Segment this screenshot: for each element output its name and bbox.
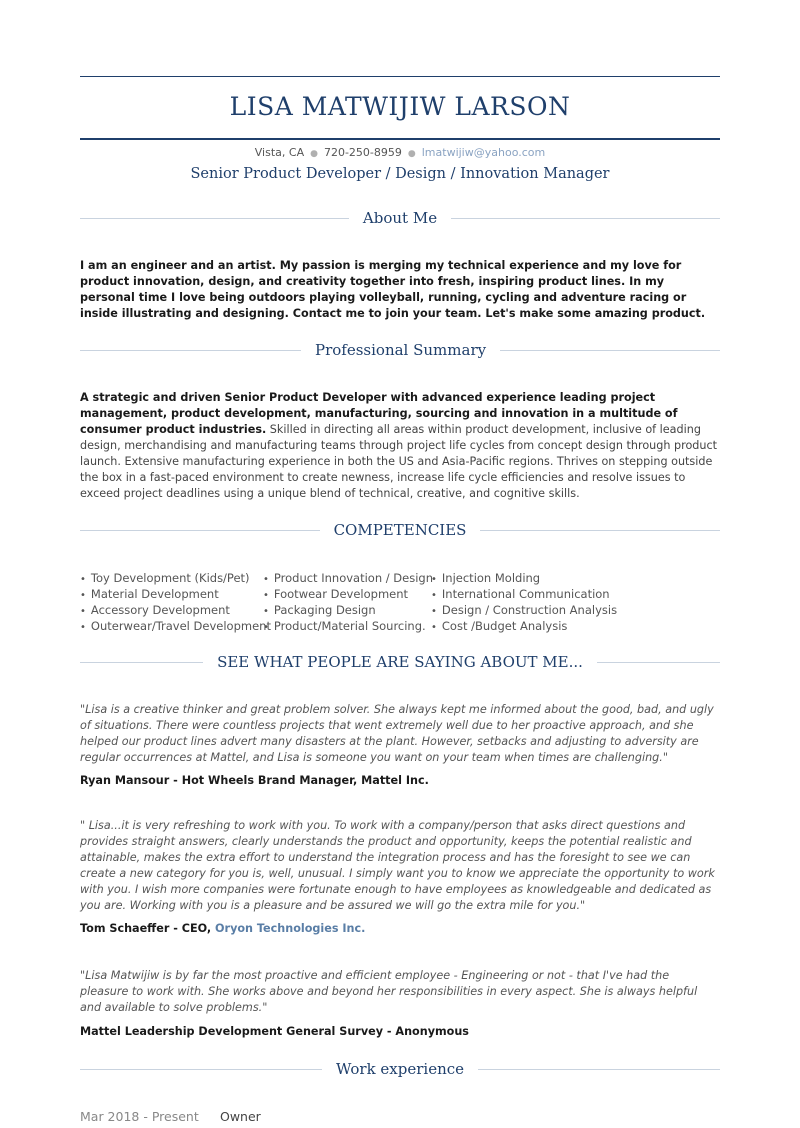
section-header-competencies [80, 519, 720, 541]
about-text: I am an engineer and an artist. My passion is merging my technical experience and my love for product innovation, design, and creativity together into fresh, inspiring product lines. In my personal time I love being outdoors playing volleyball, running, cycling and adventure racing or inside illustrating and designing. Contact me to join your team. Let's make some amazing product. [80, 259, 706, 320]
competency-item: • Toy Development (Kids/Pet) [80, 570, 271, 586]
section-title: About Me [362, 209, 438, 227]
competency-item: • Outerwear/Travel Development [80, 618, 271, 634]
job-dates: Mar 2018 - Present [80, 1109, 199, 1124]
competency-item: • Footwear Development [263, 586, 433, 602]
section-title: Professional Summary [315, 341, 487, 359]
summary-text [80, 390, 720, 502]
separator-dot-icon: ● [407, 149, 416, 159]
testimonial-quote: "Lisa Matwijiw is by far the most proactive and efficient employee - Engineering or not - that I've had the pleasure to work with. She works above and beyond her responsibilities in every aspect. She is always helpful and available to solve problems." [80, 969, 698, 1014]
competency-column [80, 570, 271, 634]
section-header-work [80, 1058, 720, 1080]
location: Vista, CA [254, 146, 305, 159]
name-underline [80, 138, 720, 140]
phone: 720-250-8959 [323, 146, 402, 159]
summary-rest: Skilled in directing all areas within product development, inclusive of leading design, merchandising and manufacturing teams through project life cycles from concept design through product launch. Extensive manufacturing experience in both the US and Asia-Pacific regions. Thrives on stepping outside the box in a fast-paced environment to create newness, increase life cycle efficiencies and resolve issues to exceed project deadlines using a unique blend of technical, creative, and cognitive skills. [80, 423, 718, 500]
testimonial-quote: "Lisa is a creative thinker and great problem solver. She always kept me informed about the good, bad, and ugly of situations. There were countless projects that went extremely well due to her proactive approach, and she helped our product lines advert many disasters at the plant. However, setbacks and adjusting to adversity are regular occurrences at Mattel, and Lisa is someone you want on your team when times are challenging." [80, 703, 714, 764]
top-rule [80, 76, 720, 77]
headline: Senior Product Developer / Design / Innovation Manager [190, 166, 610, 182]
summary-bold: A strategic and driven Senior Product Developer with advanced experience leading project management, product development, manufacturing, sourcing and innovation in a multitude of consumer product industries. [80, 391, 678, 436]
testimonial-author [80, 1025, 720, 1038]
section-header-testimonials [80, 651, 720, 673]
job-title: Owner [220, 1109, 261, 1124]
competency-item: • International Communication [431, 586, 617, 602]
section-header-summary [80, 339, 720, 361]
separator-dot-icon: ● [310, 149, 318, 159]
candidate-name: LISA MATWIJIW LARSON [229, 92, 571, 121]
section-title: Work experience [335, 1060, 465, 1078]
email-link[interactable]: lmatwijiw@yahoo.com [421, 146, 546, 159]
section-header-about [80, 207, 720, 229]
competency-item: • Design / Construction Analysis [431, 602, 617, 618]
author-name: Mattel Leadership Development General Survey - Anonymous [80, 1025, 469, 1038]
competency-item: • Accessory Development [80, 602, 271, 618]
competency-item: • Product Innovation / Design [263, 570, 433, 586]
testimonial-author [80, 922, 720, 935]
testimonial-quote: " Lisa...it is very refreshing to work with you. To work with a company/person that asks direct questions and provides straight answers, clearly understands the product and opportunity, keeps the potential realistic and attainable, makes the extra effort to understand the integration process and has the foresight to see we can create a new category for you is, well, unusual. I simply want you to know we appreciate the opportunity to work with you. I wish more companies were fortunate enough to have employees as knowledgeable and dedicated as you are. Working with you is a pleasure and be assured we will go the extra mile for you." [80, 819, 715, 912]
testimonial-author [80, 774, 720, 787]
author-name: Ryan Mansour - Hot Wheels Brand Manager, Mattel Inc. [80, 774, 429, 787]
competency-column [263, 570, 433, 634]
competency-item: • Packaging Design [263, 602, 433, 618]
author-org-link[interactable]: Oryon Technologies Inc. [215, 922, 366, 935]
contact-line [80, 146, 720, 159]
section-title: COMPETENCIES [333, 521, 467, 539]
section-title: SEE WHAT PEOPLE ARE SAYING ABOUT ME... [217, 653, 583, 671]
author-name: Tom Schaeffer - CEO, [80, 922, 216, 935]
competency-column [431, 570, 617, 634]
competency-item: • Injection Molding [431, 570, 617, 586]
competency-item: • Cost /Budget Analysis [431, 618, 617, 634]
competency-item: • Material Development [80, 586, 271, 602]
job-entry [80, 1109, 720, 1124]
competency-item: • Product/Material Sourcing. [263, 618, 433, 634]
